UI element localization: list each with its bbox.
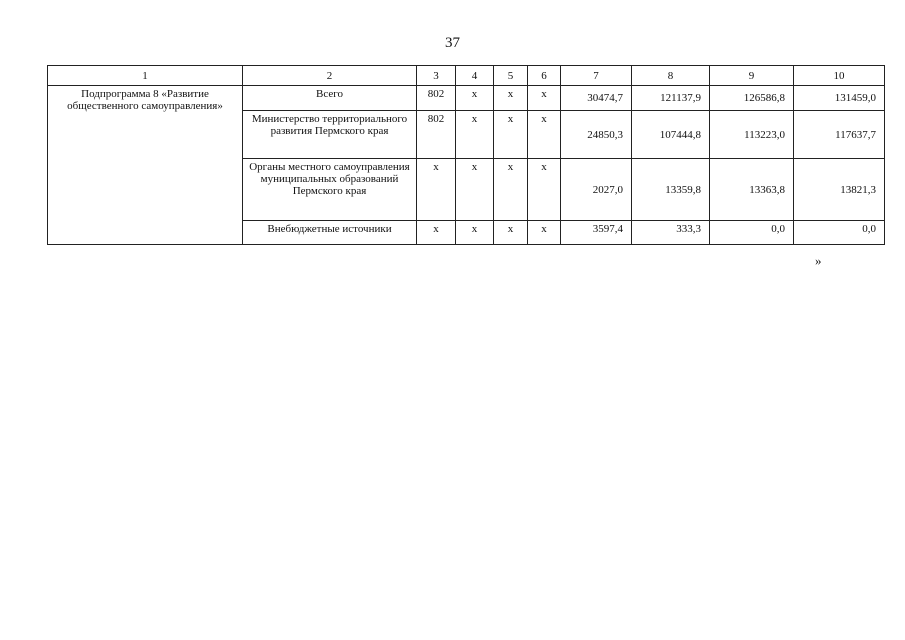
budget-table xyxy=(47,65,885,245)
header-cell-3: 3 xyxy=(417,66,456,86)
closing-quote: » xyxy=(815,253,822,268)
code-cell: х xyxy=(417,159,456,221)
value-cell: 126586,8 xyxy=(710,86,794,111)
header-cell-1: 1 xyxy=(48,66,243,86)
header-cell-4: 4 xyxy=(456,66,494,86)
value-cell: 333,3 xyxy=(632,221,710,245)
header-cell-9: 9 xyxy=(710,66,794,86)
value-cell: 107444,8 xyxy=(632,111,710,159)
value-cell: 0,0 xyxy=(710,221,794,245)
x-cell: х xyxy=(494,86,528,111)
table-header-row xyxy=(48,66,885,86)
funding-source-cell: Министерство территориального развития Пермского края xyxy=(243,111,417,159)
x-cell: х xyxy=(528,111,561,159)
value-cell: 24850,3 xyxy=(561,111,632,159)
x-cell: х xyxy=(456,86,494,111)
header-cell-2: 2 xyxy=(243,66,417,86)
header-cell-10: 10 xyxy=(794,66,885,86)
x-cell: х xyxy=(494,111,528,159)
funding-source-cell: Внебюджетные источники xyxy=(243,221,417,245)
value-cell: 30474,7 xyxy=(561,86,632,111)
value-cell: 0,0 xyxy=(794,221,885,245)
value-cell: 3597,4 xyxy=(561,221,632,245)
code-cell: 802 xyxy=(417,86,456,111)
x-cell: х xyxy=(528,221,561,245)
table-row xyxy=(48,86,885,111)
header-cell-7: 7 xyxy=(561,66,632,86)
page-number: 37 xyxy=(445,35,460,51)
header-cell-5: 5 xyxy=(494,66,528,86)
value-cell: 13359,8 xyxy=(632,159,710,221)
x-cell: х xyxy=(528,86,561,111)
value-cell: 117637,7 xyxy=(794,111,885,159)
x-cell: х xyxy=(494,221,528,245)
value-cell: 131459,0 xyxy=(794,86,885,111)
value-cell: 113223,0 xyxy=(710,111,794,159)
header-cell-6: 6 xyxy=(528,66,561,86)
x-cell: х xyxy=(456,221,494,245)
code-cell: х xyxy=(417,221,456,245)
code-cell: 802 xyxy=(417,111,456,159)
x-cell: х xyxy=(528,159,561,221)
x-cell: х xyxy=(494,159,528,221)
funding-source-cell: Всего xyxy=(243,86,417,111)
value-cell: 13363,8 xyxy=(710,159,794,221)
x-cell: х xyxy=(456,159,494,221)
value-cell: 121137,9 xyxy=(632,86,710,111)
value-cell: 2027,0 xyxy=(561,159,632,221)
program-label-cell: Подпрограмма 8 «Развитие общественного самоуправления» xyxy=(48,86,243,245)
value-cell: 13821,3 xyxy=(794,159,885,221)
x-cell: х xyxy=(456,111,494,159)
header-cell-8: 8 xyxy=(632,66,710,86)
funding-source-cell: Органы местного самоуправления муниципальных образований Пермского края xyxy=(243,159,417,221)
